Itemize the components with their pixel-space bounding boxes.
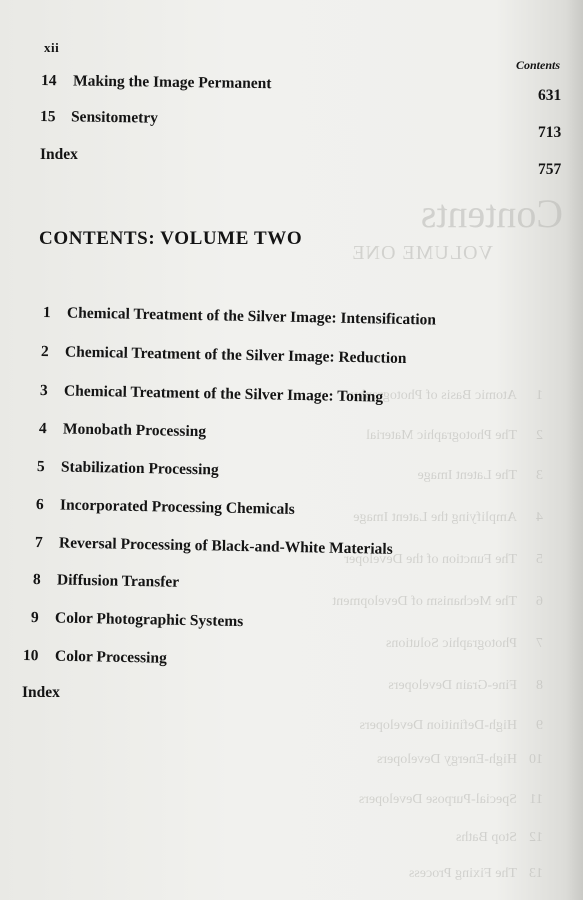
index-label: Index [22, 684, 60, 701]
index-entry [40, 146, 78, 164]
page-number: 631 [538, 87, 562, 104]
toc-entry [31, 609, 244, 631]
running-head: Contents [516, 58, 561, 72]
toc-entry [40, 108, 158, 128]
chapter-number: 3 [39, 382, 48, 400]
chapter-number: 9 [30, 609, 39, 627]
chapter-number: 6 [35, 496, 44, 514]
chapter-title: Chemical Treatment of the Silver Image: Reduction [64, 343, 407, 368]
chapter-number: 15 [39, 108, 56, 126]
chapter-title: Incorporated Processing Chemicals [59, 496, 295, 518]
toc-entry [33, 571, 179, 592]
index-entry [22, 684, 60, 702]
chapter-title: Monobath Processing [62, 420, 207, 441]
show-through-text: Contents VOLUME ONE 1Atomic Basis of Photography 2The Photographic Material 3The Latent Image 4Amplifying the Latent Image 5The Function of the Developer 6The Mechanism of Development 7Photographic Solutions 8Fine-Grain Developers 9High-Definition Developers 10High-Energy Developers 11Special-Purpose Developers 12Stop Baths 13The Fixing Process [332, 191, 563, 881]
chapter-number: 7 [34, 534, 43, 552]
index-label: Index [40, 146, 78, 163]
chapter-title: Stabilization Processing [60, 458, 219, 479]
toc-entry [41, 72, 272, 93]
toc-entry [41, 343, 407, 368]
toc-entry [23, 647, 167, 668]
chapter-title: Reversal Processing of Black-and-White Materials [58, 534, 393, 558]
section-heading: CONTENTS: VOLUME TWO [39, 228, 303, 249]
toc-entry [35, 534, 393, 559]
chapter-title: Color Processing [54, 647, 167, 667]
toc-entry [40, 382, 383, 407]
page-number: 713 [538, 124, 562, 141]
chapter-number: 14 [40, 72, 57, 90]
chapter-title: Making the Image Permanent [72, 72, 272, 93]
toc-entry [36, 496, 295, 519]
toc-entry [39, 420, 206, 441]
chapter-title: Color Photographic Systems [54, 609, 244, 631]
toc-entry [43, 304, 436, 330]
chapter-number: 8 [32, 571, 41, 589]
page-folio: xii [44, 40, 60, 55]
chapter-title: Chemical Treatment of the Silver Image: Toning [63, 382, 384, 406]
toc-entry [37, 458, 219, 479]
chapter-number: 10 [22, 647, 39, 665]
chapter-number: 5 [36, 458, 45, 476]
chapter-title: Sensitometry [70, 108, 159, 127]
page-number: 757 [538, 161, 562, 178]
chapter-title: Chemical Treatment of the Silver Image: Intensification [66, 304, 437, 329]
chapter-title: Diffusion Transfer [56, 571, 180, 591]
chapter-number: 2 [40, 343, 49, 361]
chapter-number: 1 [42, 304, 51, 322]
chapter-number: 4 [38, 420, 47, 438]
